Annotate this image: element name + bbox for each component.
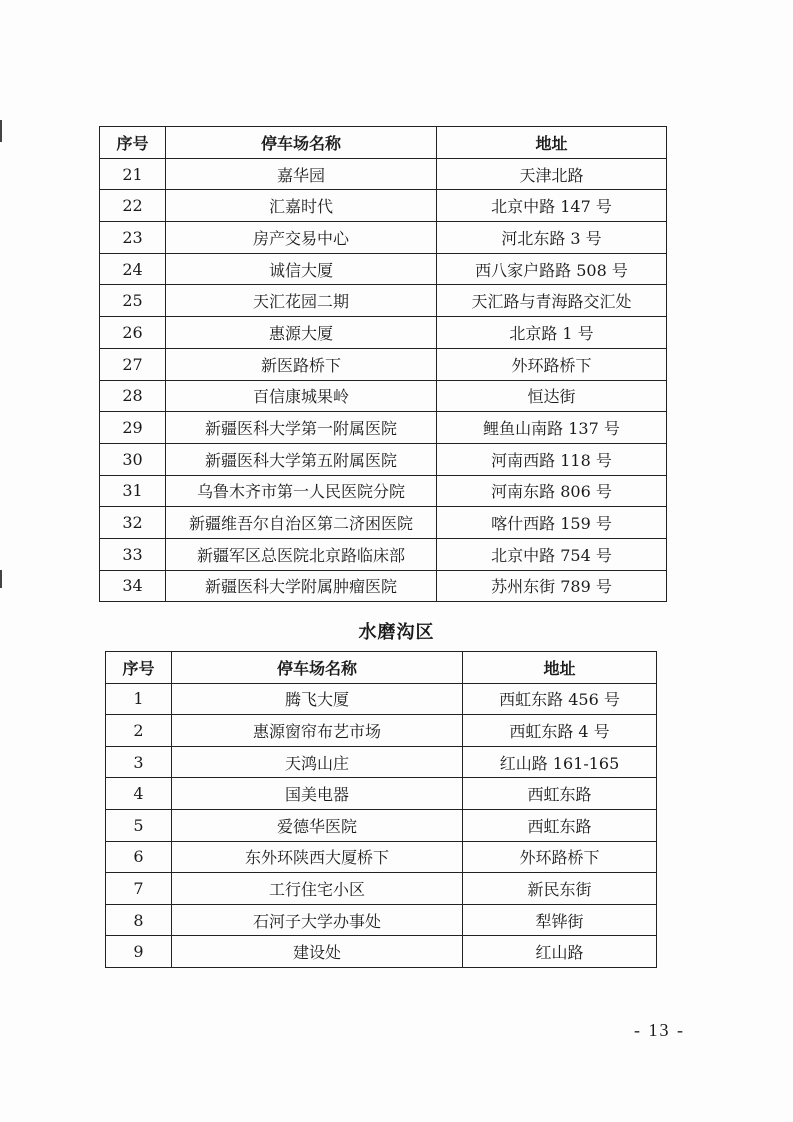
cell-address: 西虹东路 4 号 xyxy=(463,715,657,747)
cell-address: 北京路 1 号 xyxy=(437,317,667,349)
cell-lot-name: 新疆医科大学第五附属医院 xyxy=(166,443,437,475)
cell-address: 红山路 xyxy=(463,936,657,968)
header-index: 序号 xyxy=(106,652,172,684)
cell-index: 2 xyxy=(106,715,172,747)
header-lot-name: 停车场名称 xyxy=(166,127,437,159)
cell-address: 河北东路 3 号 xyxy=(437,222,667,254)
cell-index: 27 xyxy=(100,348,166,380)
cell-address: 恒达街 xyxy=(437,380,667,412)
cell-index: 3 xyxy=(106,746,172,778)
table-row xyxy=(100,348,667,380)
table-row xyxy=(106,841,657,873)
parking-table-1 xyxy=(99,126,667,602)
cell-address: 红山路 161-165 xyxy=(463,746,657,778)
table-row xyxy=(106,936,657,968)
cell-index: 6 xyxy=(106,841,172,873)
table-row xyxy=(100,380,667,412)
cell-index: 23 xyxy=(100,222,166,254)
table-row xyxy=(106,746,657,778)
cell-lot-name: 国美电器 xyxy=(172,778,463,810)
table-row xyxy=(106,904,657,936)
cell-address: 天津北路 xyxy=(437,158,667,190)
cell-address: 喀什西路 159 号 xyxy=(437,507,667,539)
table-row xyxy=(100,253,667,285)
cell-index: 1 xyxy=(106,683,172,715)
table-row xyxy=(100,570,667,602)
cell-index: 24 xyxy=(100,253,166,285)
table-row xyxy=(100,412,667,444)
cell-index: 5 xyxy=(106,809,172,841)
table-row xyxy=(100,190,667,222)
table-row xyxy=(100,507,667,539)
cell-address: 新民东街 xyxy=(463,873,657,905)
header-index: 序号 xyxy=(100,127,166,159)
cell-index: 21 xyxy=(100,158,166,190)
cell-lot-name: 惠源大厦 xyxy=(166,317,437,349)
cell-lot-name: 新疆医科大学第一附属医院 xyxy=(166,412,437,444)
scan-edge-mark xyxy=(0,570,2,588)
cell-index: 26 xyxy=(100,317,166,349)
cell-index: 31 xyxy=(100,475,166,507)
cell-index: 28 xyxy=(100,380,166,412)
cell-address: 外环路桥下 xyxy=(437,348,667,380)
cell-index: 34 xyxy=(100,570,166,602)
cell-address: 天汇路与青海路交汇处 xyxy=(437,285,667,317)
cell-lot-name: 石河子大学办事处 xyxy=(172,904,463,936)
cell-lot-name: 乌鲁木齐市第一人民医院分院 xyxy=(166,475,437,507)
cell-address: 外环路桥下 xyxy=(463,841,657,873)
table-row xyxy=(100,317,667,349)
table-row xyxy=(106,715,657,747)
table-row xyxy=(100,475,667,507)
cell-lot-name: 新疆医科大学附属肿瘤医院 xyxy=(166,570,437,602)
cell-index: 9 xyxy=(106,936,172,968)
cell-address: 河南东路 806 号 xyxy=(437,475,667,507)
cell-lot-name: 惠源窗帘布艺市场 xyxy=(172,715,463,747)
cell-lot-name: 新疆维吾尔自治区第二济困医院 xyxy=(166,507,437,539)
cell-address: 西虹东路 456 号 xyxy=(463,683,657,715)
cell-lot-name: 爱德华医院 xyxy=(172,809,463,841)
cell-lot-name: 汇嘉时代 xyxy=(166,190,437,222)
header-lot-name: 停车场名称 xyxy=(172,652,463,684)
cell-lot-name: 百信康城果岭 xyxy=(166,380,437,412)
cell-address: 西虹东路 xyxy=(463,778,657,810)
cell-address: 河南西路 118 号 xyxy=(437,443,667,475)
cell-lot-name: 房产交易中心 xyxy=(166,222,437,254)
cell-index: 32 xyxy=(100,507,166,539)
cell-lot-name: 天鸿山庄 xyxy=(172,746,463,778)
cell-lot-name: 东外环陕西大厦桥下 xyxy=(172,841,463,873)
cell-lot-name: 建设处 xyxy=(172,936,463,968)
scan-edge-mark xyxy=(0,120,2,142)
table-header-row xyxy=(106,652,657,684)
table-row xyxy=(106,778,657,810)
page-number: - 13 - xyxy=(634,1020,685,1040)
table-row xyxy=(100,158,667,190)
cell-lot-name: 天汇花园二期 xyxy=(166,285,437,317)
cell-address: 西八家户路路 508 号 xyxy=(437,253,667,285)
table-row xyxy=(100,538,667,570)
cell-index: 4 xyxy=(106,778,172,810)
table-row xyxy=(100,443,667,475)
cell-address: 西虹东路 xyxy=(463,809,657,841)
cell-lot-name: 新医路桥下 xyxy=(166,348,437,380)
table-row xyxy=(106,683,657,715)
cell-lot-name: 新疆军区总医院北京路临床部 xyxy=(166,538,437,570)
cell-index: 22 xyxy=(100,190,166,222)
table-row xyxy=(106,809,657,841)
cell-address: 犁铧街 xyxy=(463,904,657,936)
table-row xyxy=(100,222,667,254)
cell-index: 8 xyxy=(106,904,172,936)
cell-lot-name: 嘉华园 xyxy=(166,158,437,190)
cell-address: 苏州东街 789 号 xyxy=(437,570,667,602)
cell-lot-name: 诚信大厦 xyxy=(166,253,437,285)
cell-address: 北京中路 147 号 xyxy=(437,190,667,222)
header-address: 地址 xyxy=(437,127,667,159)
cell-address: 北京中路 754 号 xyxy=(437,538,667,570)
table-row xyxy=(100,285,667,317)
parking-table-2 xyxy=(105,651,657,968)
cell-index: 25 xyxy=(100,285,166,317)
cell-index: 33 xyxy=(100,538,166,570)
section-title: 水磨沟区 xyxy=(358,622,435,643)
cell-index: 30 xyxy=(100,443,166,475)
cell-index: 7 xyxy=(106,873,172,905)
cell-lot-name: 腾飞大厦 xyxy=(172,683,463,715)
cell-address: 鲤鱼山南路 137 号 xyxy=(437,412,667,444)
cell-index: 29 xyxy=(100,412,166,444)
cell-lot-name: 工行住宅小区 xyxy=(172,873,463,905)
table-row xyxy=(106,873,657,905)
header-address: 地址 xyxy=(463,652,657,684)
table-header-row xyxy=(100,127,667,159)
